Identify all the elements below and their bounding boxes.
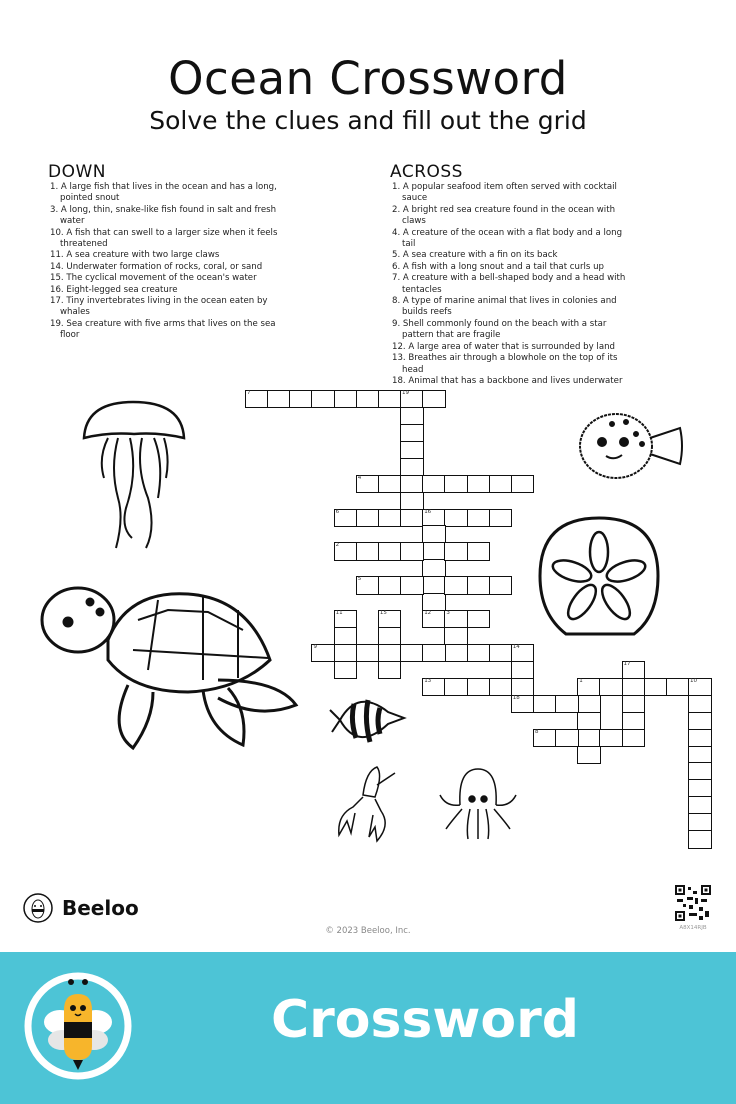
grid-cell[interactable] (533, 729, 557, 747)
lobster-illustration (333, 765, 399, 843)
qr-code (675, 885, 711, 921)
clue-number: 11 (335, 610, 343, 617)
grid-cell[interactable] (688, 712, 712, 730)
clue-number: 7 (247, 390, 251, 396)
across-clues-section (390, 162, 630, 387)
grid-cell[interactable] (334, 542, 358, 560)
across-clue: 6. A fish with a long snout and a tail that curls up (392, 261, 605, 272)
grid-cell[interactable] (688, 695, 712, 713)
grid-cell[interactable] (489, 509, 513, 527)
grid-cell[interactable] (356, 644, 380, 662)
across-clue-list (390, 182, 630, 387)
octopus-illustration (438, 765, 518, 843)
grid-cell[interactable] (422, 475, 446, 493)
grid-cell[interactable] (311, 390, 335, 408)
grid-cell[interactable] (356, 542, 380, 560)
clue-number: 8 (534, 728, 539, 735)
grid-cell[interactable] (688, 762, 712, 780)
grid-cell[interactable] (422, 593, 446, 611)
grid-cell[interactable] (422, 678, 446, 696)
beeloo-logo (22, 892, 139, 924)
grid-cell[interactable] (511, 475, 535, 493)
grid-cell[interactable] (311, 644, 335, 662)
grid-cell[interactable] (334, 644, 358, 662)
grid-cell[interactable] (622, 661, 646, 679)
clue-number: 3 (446, 610, 450, 617)
grid-cell[interactable] (467, 475, 491, 493)
grid-cell[interactable] (334, 610, 358, 628)
clue-number: 5 (357, 576, 362, 583)
grid-cell[interactable] (444, 610, 468, 628)
grid-cell[interactable] (511, 695, 535, 713)
across-clue: 1. A popular seafood item often served with cocktail sauce (392, 182, 617, 204)
grid-cell[interactable] (467, 610, 491, 628)
grid-cell[interactable] (444, 576, 468, 594)
down-heading: DOWN (48, 162, 106, 182)
clue-number: 10 (690, 677, 697, 684)
grid-cell[interactable] (422, 390, 446, 408)
grid-cell[interactable] (267, 390, 291, 408)
worksheet-code: A8X14RJB (679, 925, 707, 931)
grid-cell[interactable] (555, 695, 579, 713)
clue-number: 2 (335, 542, 340, 549)
grid-cell[interactable] (688, 813, 712, 831)
grid-cell[interactable] (444, 678, 468, 696)
grid-cell[interactable] (422, 559, 446, 577)
grid-cell[interactable] (577, 678, 601, 696)
grid-cell[interactable] (511, 644, 535, 662)
down-clue: 1. A large fish that lives in the ocean and has a long, pointed snout (50, 182, 277, 204)
copyright: © 2023 Beeloo, Inc. (325, 926, 411, 936)
grid-cell[interactable] (688, 746, 712, 764)
grid-cell[interactable] (688, 779, 712, 797)
grid-cell[interactable] (378, 576, 402, 594)
angelfish-illustration (328, 684, 408, 754)
grid-cell[interactable] (378, 509, 402, 527)
down-clue: 10. A fish that can swell to a larger size when it feels threatened (50, 227, 278, 250)
grid-cell[interactable] (599, 729, 623, 747)
grid-cell[interactable] (444, 627, 468, 645)
grid-cell[interactable] (356, 475, 380, 493)
across-clue: 8. A type of marine animal that lives in colonies and builds reefs (392, 296, 617, 318)
grid-cell[interactable] (378, 661, 402, 679)
grid-cell[interactable] (400, 509, 424, 527)
sand-dollar-illustration (536, 514, 662, 640)
clue-number: 18 (512, 694, 520, 701)
down-clue: 19. Sea creature with five arms that lives on the sea floor (50, 318, 276, 341)
down-clue: 14. Underwater formation of rocks, coral, or sand (50, 261, 263, 272)
grid-cell[interactable] (577, 695, 601, 713)
across-heading: ACROSS (390, 162, 463, 182)
pufferfish-illustration (576, 406, 688, 488)
grid-cell[interactable] (334, 509, 358, 527)
bee-mascot-icon (22, 970, 134, 1082)
grid-cell[interactable] (334, 661, 358, 679)
grid-cell[interactable] (400, 644, 424, 662)
clue-number: 16 (424, 508, 432, 515)
down-clue-list (48, 182, 288, 342)
grid-cell[interactable] (489, 576, 513, 594)
jellyfish-illustration (78, 398, 190, 553)
grid-cell[interactable] (334, 390, 358, 408)
clue-number: 14 (512, 643, 520, 650)
across-clue: 13. Breathes air through a blowhole on the top of its head (392, 353, 618, 375)
clue-number: 15 (379, 610, 387, 617)
down-clue: 16. Eight-legged sea creature (50, 284, 178, 295)
page-title: Ocean Crossword (168, 52, 568, 105)
across-clue: 7. A creature with a bell-shaped body and a head with tentacles (392, 273, 626, 295)
grid-cell[interactable] (245, 390, 269, 408)
clue-number: 12 (424, 610, 432, 617)
grid-cell[interactable] (400, 441, 424, 459)
grid-cell[interactable] (511, 661, 535, 679)
page-subtitle: Solve the clues and fill out the grid (149, 106, 587, 135)
grid-cell[interactable] (467, 542, 491, 560)
grid-cell[interactable] (400, 542, 424, 560)
grid-cell[interactable] (289, 390, 313, 408)
grid-cell[interactable] (334, 627, 358, 645)
grid-cell[interactable] (400, 475, 424, 493)
grid-cell[interactable] (378, 542, 402, 560)
across-clue: 9. Shell commonly found on the beach with a star pattern that are fragile (392, 318, 607, 341)
grid-cell[interactable] (622, 695, 646, 713)
grid-cell[interactable] (467, 678, 491, 696)
grid-cell[interactable] (577, 746, 601, 764)
grid-cell[interactable] (378, 390, 402, 408)
grid-cell[interactable] (622, 712, 646, 730)
across-clue: 18. Animal that has a backbone and lives underwater (392, 375, 623, 386)
grid-cell[interactable] (533, 695, 557, 713)
down-clue: 17. Tiny invertebrates living in the ocean eaten by whales (50, 296, 268, 318)
grid-cell[interactable] (688, 830, 712, 848)
clue-number: 4 (357, 474, 362, 481)
bee-logo-icon (22, 892, 54, 924)
grid-cell[interactable] (356, 390, 380, 408)
grid-cell[interactable] (688, 796, 712, 814)
down-clue: 11. A sea creature with two large claws (50, 250, 220, 261)
grid-cell[interactable] (489, 678, 513, 696)
grid-cell[interactable] (444, 644, 468, 662)
grid-cell[interactable] (400, 390, 424, 408)
across-clue: 4. A creature of the ocean with a flat body and a long tail (392, 227, 623, 250)
grid-cell[interactable] (467, 576, 491, 594)
grid-cell[interactable] (555, 729, 579, 747)
grid-cell[interactable] (422, 610, 446, 628)
down-clue: 15. The cyclical movement of the ocean's water (50, 273, 257, 284)
grid-cell[interactable] (422, 576, 446, 594)
clue-number: 6 (335, 508, 340, 515)
sea-turtle-illustration (38, 580, 300, 752)
grid-cell[interactable] (622, 729, 646, 747)
grid-cell[interactable] (400, 424, 424, 442)
grid-cell[interactable] (666, 678, 690, 696)
grid-cell[interactable] (511, 678, 535, 696)
grid-cell[interactable] (444, 475, 468, 493)
grid-cell[interactable] (422, 509, 446, 527)
grid-cell[interactable] (378, 644, 402, 662)
clue-number: 17 (623, 660, 631, 667)
grid-cell[interactable] (422, 525, 446, 543)
across-clue: 2. A bright red sea creature found in the ocean with claws (392, 204, 616, 227)
grid-cell[interactable] (444, 542, 468, 560)
grid-cell[interactable] (422, 644, 446, 662)
across-clue: 12. A large area of water that is surrounded by land (392, 341, 615, 352)
grid-cell[interactable] (356, 576, 380, 594)
clue-number: 1 (579, 677, 583, 684)
grid-cell[interactable] (688, 678, 712, 696)
grid-cell[interactable] (378, 610, 402, 628)
brand-name: Beeloo (62, 896, 139, 920)
down-clues-section (48, 162, 288, 342)
grid-cell[interactable] (400, 492, 424, 510)
grid-cell[interactable] (688, 729, 712, 747)
grid-cell[interactable] (489, 644, 513, 662)
grid-cell[interactable] (599, 678, 623, 696)
grid-cell[interactable] (444, 509, 468, 527)
clue-number: 13 (424, 677, 432, 684)
grid-cell[interactable] (400, 407, 424, 425)
clue-number: 19 (402, 390, 410, 396)
grid-cell[interactable] (400, 576, 424, 594)
grid-cell[interactable] (577, 712, 601, 730)
grid-cell[interactable] (356, 509, 380, 527)
grid-cell[interactable] (577, 729, 601, 747)
grid-cell[interactable] (644, 678, 668, 696)
grid-cell[interactable] (378, 627, 402, 645)
grid-cell[interactable] (467, 644, 491, 662)
grid-cell[interactable] (622, 678, 646, 696)
grid-cell[interactable] (467, 509, 491, 527)
down-clue: 3. A long, thin, snake-like fish found in salt and fresh water (50, 204, 277, 227)
grid-cell[interactable] (400, 458, 424, 476)
grid-cell[interactable] (422, 542, 446, 560)
banner-title: Crossword (270, 990, 580, 1050)
across-clue: 5. A sea creature with a fin on its back (392, 250, 558, 261)
grid-cell[interactable] (489, 475, 513, 493)
grid-cell[interactable] (378, 475, 402, 493)
clue-number: 9 (313, 643, 317, 650)
